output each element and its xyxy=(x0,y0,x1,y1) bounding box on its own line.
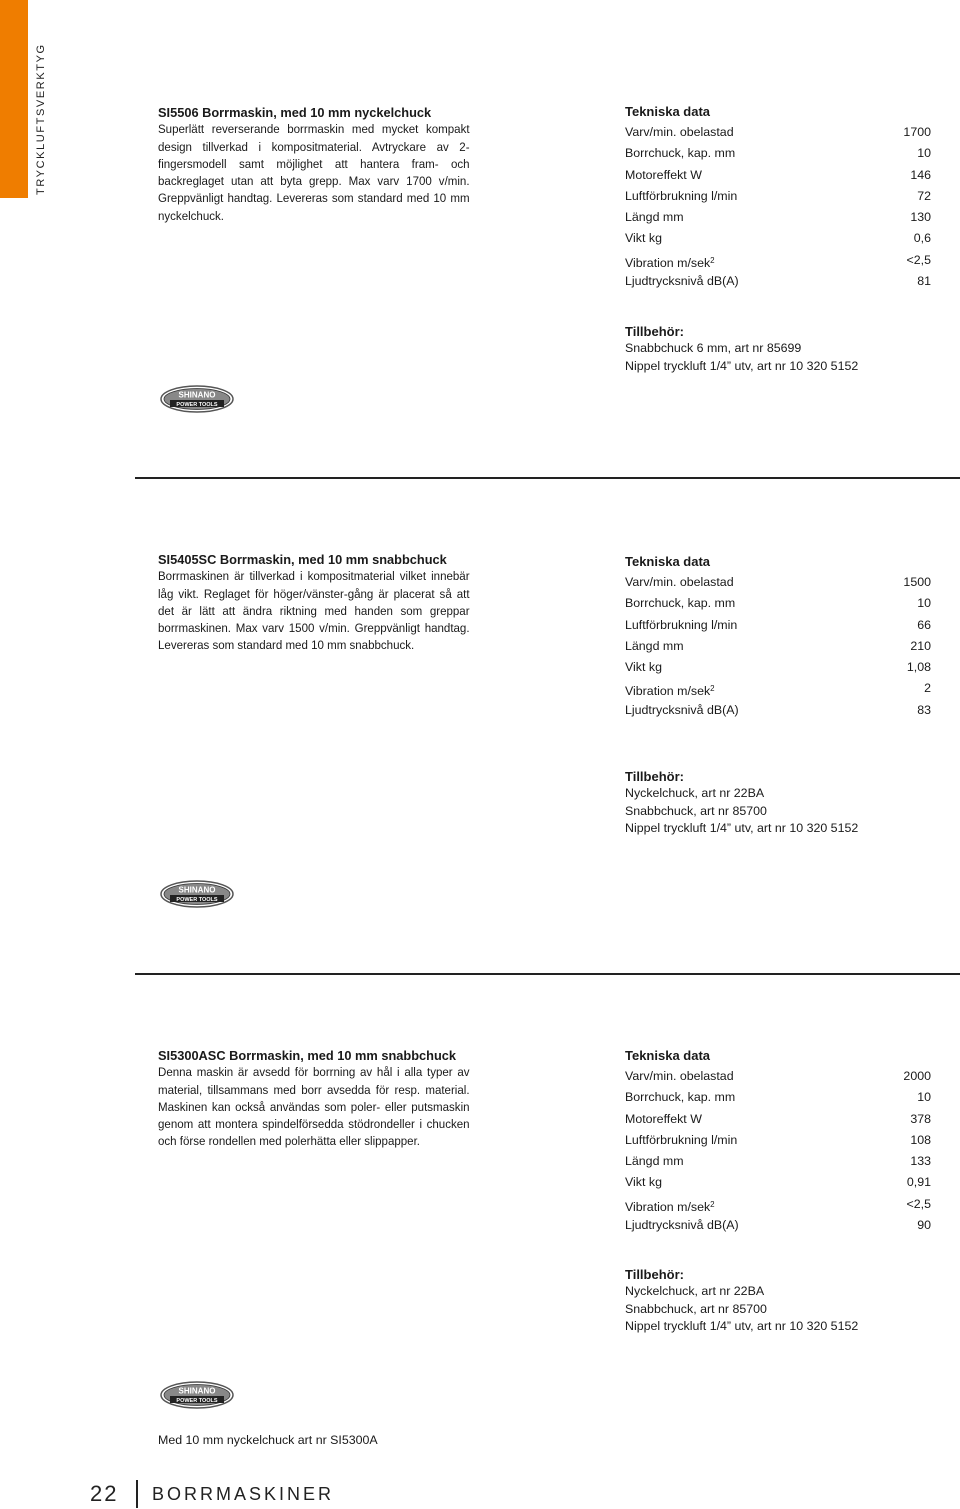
product-2-description: Borrmaskinen är tillverkad i kompositmaterial vilket innebär låg vikt. Reglaget för höger/vänster-gång är placerat så att det är lätt att ändra riktning med handen som greppar borrmaskinen. Max varv 1500 v/min. Greppvänligt handtag. Levereras som standard med 10 mm snabbchuck. xyxy=(158,569,470,653)
svg-text:POWER TOOLS: POWER TOOLS xyxy=(176,897,218,903)
footnote: Med 10 mm nyckelchuck art nr SI5300A xyxy=(158,1433,378,1447)
product-2-accessories xyxy=(625,768,945,837)
accessory-item: Snabbchuck 6 mm, art nr 85699 xyxy=(625,341,802,356)
svg-text:SHINANO: SHINANO xyxy=(178,1386,216,1396)
product-1-specs-title: Tekniska data xyxy=(625,104,711,119)
spec-row: Längd mm 133 xyxy=(625,1154,931,1169)
product-2-accessories-title: Tillbehör: xyxy=(625,769,684,784)
accessory-item: Nippel tryckluft 1/4” utv, art nr 10 320 5152 xyxy=(625,820,859,835)
spec-row: Ljudtrycksnivå dB(A) 81 xyxy=(625,274,931,289)
spec-row: Vibration m/sek$^2$ 2 xyxy=(625,681,931,699)
spec-row: Borrchuck, kap. mm 10 xyxy=(625,146,931,161)
footer-section-title: BORRMASKINER xyxy=(151,1483,335,1504)
spec-row: Ljudtrycksnivå dB(A) 83 xyxy=(625,702,931,717)
footer-divider xyxy=(136,1480,138,1508)
product-3-accessories xyxy=(625,1266,945,1335)
spec-row: Vikt kg 1,08 xyxy=(625,660,931,675)
product-3-specs-title: Tekniska data xyxy=(625,1048,711,1063)
accessory-item: Nippel tryckluft 1/4” utv, art nr 10 320 5152 xyxy=(625,1318,859,1333)
product-3-description: Denna maskin är avsedd för borrning av hål i alla typer av material, tillsammans med borr avsedda för resp. material. Maskinen kan också användas som poler- eller putsmaskin genom att montera spindelförsedda stödrondeller i chucken och förse rondellen med polerhätta eller slippapper. xyxy=(158,1065,470,1149)
spec-row: Motoreffekt W 378 xyxy=(625,1111,931,1126)
product-3-specs xyxy=(625,1045,931,1236)
spec-row: Varv/min. obelastad 1700 xyxy=(625,125,931,139)
svg-text:SHINANO: SHINANO xyxy=(178,390,216,400)
spec-row: Ljudtrycksnivå dB(A) 90 xyxy=(625,1218,931,1233)
spec-row: Luftförbrukning l/min 66 xyxy=(625,617,931,632)
spec-row: Varv/min. obelastad 2000 xyxy=(625,1069,931,1083)
product-3-accessories-title: Tillbehör: xyxy=(625,1267,684,1282)
spec-row: Varv/min. obelastad 1500 xyxy=(625,575,931,589)
product-1-description: Superlätt reverserande borrmaskin med mycket kompakt design tillverkad i kompositmaterial. Avtryckare av 2-fingersmodell samt möjlighet att hantera fram- och backreglaget utan att byta grepp. Max varv 1700 v/min. Greppvänligt handtag. Levereras som standard med 10 mm nyckelchuck. xyxy=(158,122,470,223)
spec-row: Vibration m/sek$^2$ <2,5 xyxy=(625,252,931,270)
spec-row: Motoreffekt W 146 xyxy=(625,167,931,182)
product-1-description-block xyxy=(158,104,470,225)
spec-row: Längd mm 130 xyxy=(625,210,931,225)
spec-row: Längd mm 210 xyxy=(625,638,931,653)
spec-row: Luftförbrukning l/min 108 xyxy=(625,1132,931,1147)
shinano-logo xyxy=(160,880,234,908)
section-divider xyxy=(135,973,960,975)
product-3-title: SI5300ASC Borrmaskin, med 10 mm snabbchuck xyxy=(158,1048,457,1063)
svg-text:POWER TOOLS: POWER TOOLS xyxy=(176,402,218,408)
accessory-item: Snabbchuck, art nr 85700 xyxy=(625,1301,767,1316)
spec-row: Vikt kg 0,91 xyxy=(625,1175,931,1190)
product-2-title: SI5405SC Borrmaskin, med 10 mm snabbchuck xyxy=(158,552,447,567)
product-1-specs xyxy=(625,101,931,292)
accessory-item: Snabbchuck, art nr 85700 xyxy=(625,803,767,818)
product-2-specs xyxy=(625,551,931,721)
product-2-description-block xyxy=(158,551,470,655)
spec-row: Vibration m/sek$^2$ <2,5 xyxy=(625,1196,931,1214)
accessory-item: Nyckelchuck, art nr 22BA xyxy=(625,1284,765,1299)
product-1-accessories xyxy=(625,323,945,375)
shinano-logo xyxy=(160,1381,234,1409)
section-divider xyxy=(135,477,960,479)
spec-row: Borrchuck, kap. mm 10 xyxy=(625,596,931,611)
accessory-item: Nippel tryckluft 1/4” utv, art nr 10 320 5152 xyxy=(625,358,859,373)
product-1-accessories-title: Tillbehör: xyxy=(625,324,684,339)
product-2-specs-title: Tekniska data xyxy=(625,554,711,569)
svg-text:SHINANO: SHINANO xyxy=(178,885,216,895)
spec-row: Borrchuck, kap. mm 10 xyxy=(625,1090,931,1105)
accessory-item: Nyckelchuck, art nr 22BA xyxy=(625,786,765,801)
page-number: 22 xyxy=(90,1481,119,1506)
page-footer xyxy=(90,1478,334,1509)
spec-row: Luftförbrukning l/min 72 xyxy=(625,188,931,203)
section-label: TRYCKLUFTSVERKTYG xyxy=(35,43,47,195)
product-3-description-block xyxy=(158,1047,470,1151)
spec-row: Vikt kg 0,6 xyxy=(625,231,931,246)
svg-text:POWER TOOLS: POWER TOOLS xyxy=(176,1398,218,1404)
section-color-tab xyxy=(0,0,28,198)
shinano-logo xyxy=(160,385,234,413)
product-1-title: SI5506 Borrmaskin, med 10 mm nyckelchuck xyxy=(158,105,432,120)
